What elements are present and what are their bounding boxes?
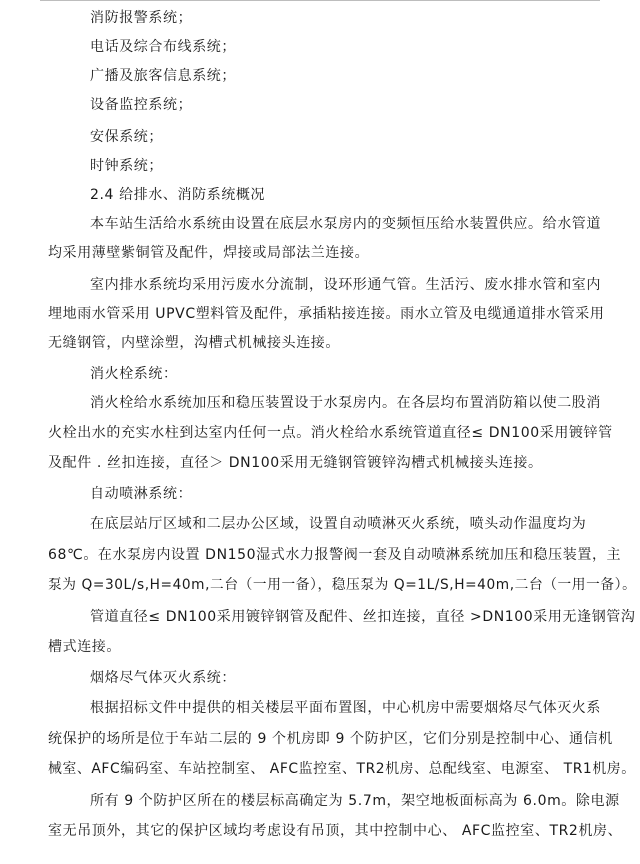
text-line: 消防报警系统； (90, 10, 193, 26)
text-line: 埋地雨水管采用 UPVC塑料管及配件，承插粘接连接。雨水立管及电缆通道排水管采用 (48, 306, 605, 322)
text-line: 本车站生活给水系统由设置在底层水泵房内的变频恒压给水装置供应。给水管道 (90, 216, 601, 232)
text-line: 械室、AFC编码室、车站控制室、 AFC监控室、TR2机房、总配线室、电源室、 TR1机房。 (48, 761, 636, 777)
text-line: 广播及旅客信息系统； (90, 68, 236, 84)
subsection-heading: 自动喷淋系统： (90, 486, 193, 502)
text-line: 在底层站厅区域和二层办公区域，设置自动喷淋灭火系统，喷头动作温度均为 (90, 516, 587, 532)
text-line: 均采用薄壁紫铜管及配件，焊接或局部法兰连接。 (48, 245, 370, 261)
subsection-heading: 烟烙尽气体灭火系统： (90, 670, 236, 686)
text-line: 安保系统； (90, 129, 163, 145)
text-line: 时钟系统； (90, 158, 163, 174)
text-line: 消火栓给水系统加压和稳压装置设于水泵房内。在各层均布置消防箱以使二股消 (90, 395, 601, 411)
text-line: 及配件 . 丝扣连接，直径＞ DN100采用无缝钢管镀锌沟槽式机械接头连接。 (48, 455, 543, 471)
top-rule (40, 0, 600, 1)
section-heading: 2.4 给排水、消防系统概况 (90, 187, 266, 203)
text-line: 室无吊顶外，其它的保护区域均考虑设有吊顶，其中控制中心、 AFC监控室、TR2机房、 (48, 823, 623, 839)
text-line: 无缝钢管，内壁涂塑，沟槽式机械接头连接。 (48, 335, 340, 351)
text-line: 火栓出水的充实水柱到达室内任何一点。消火栓给水系统管道直径≤ DN100采用镀锌管 (48, 425, 613, 441)
text-line: 统保护的场所是位于车站二层的 9 个机房即 9 个防护区，它们分别是控制中心、通信机 (48, 731, 613, 747)
text-line: 槽式连接。 (48, 639, 121, 655)
text-line: 室内排水系统均采用污废水分流制，设环形通气管。生活污、废水排水管和室内 (90, 277, 601, 293)
text-line: 泵为 Q=30L/s,H=40m,二台（一用一备），稳压泵为 Q=1L/S,H=40m,二台（一用一备）。 (48, 577, 637, 593)
text-line: 根据招标文件中提供的相关楼层平面布置图，中心机房中需要烟烙尽气体灭火系 (90, 700, 601, 716)
text-line: 设备监控系统； (90, 97, 193, 113)
text-line: 68℃。在水泵房内设置 DN150湿式水力报警阀一套及自动喷淋系统加压和稳压装置，主 (48, 547, 622, 563)
text-line: 管道直径≤ DN100采用镀锌钢管及配件、丝扣连接，直径 >DN100采用无逢钢管沟 (90, 609, 636, 625)
subsection-heading: 消火栓系统： (90, 366, 178, 382)
text-line: 电话及综合布线系统； (90, 39, 236, 55)
text-line: 所有 9 个防护区所在的楼层标高确定为 5.7m，架空地板面标高为 6.0m。除电源 (90, 793, 620, 809)
